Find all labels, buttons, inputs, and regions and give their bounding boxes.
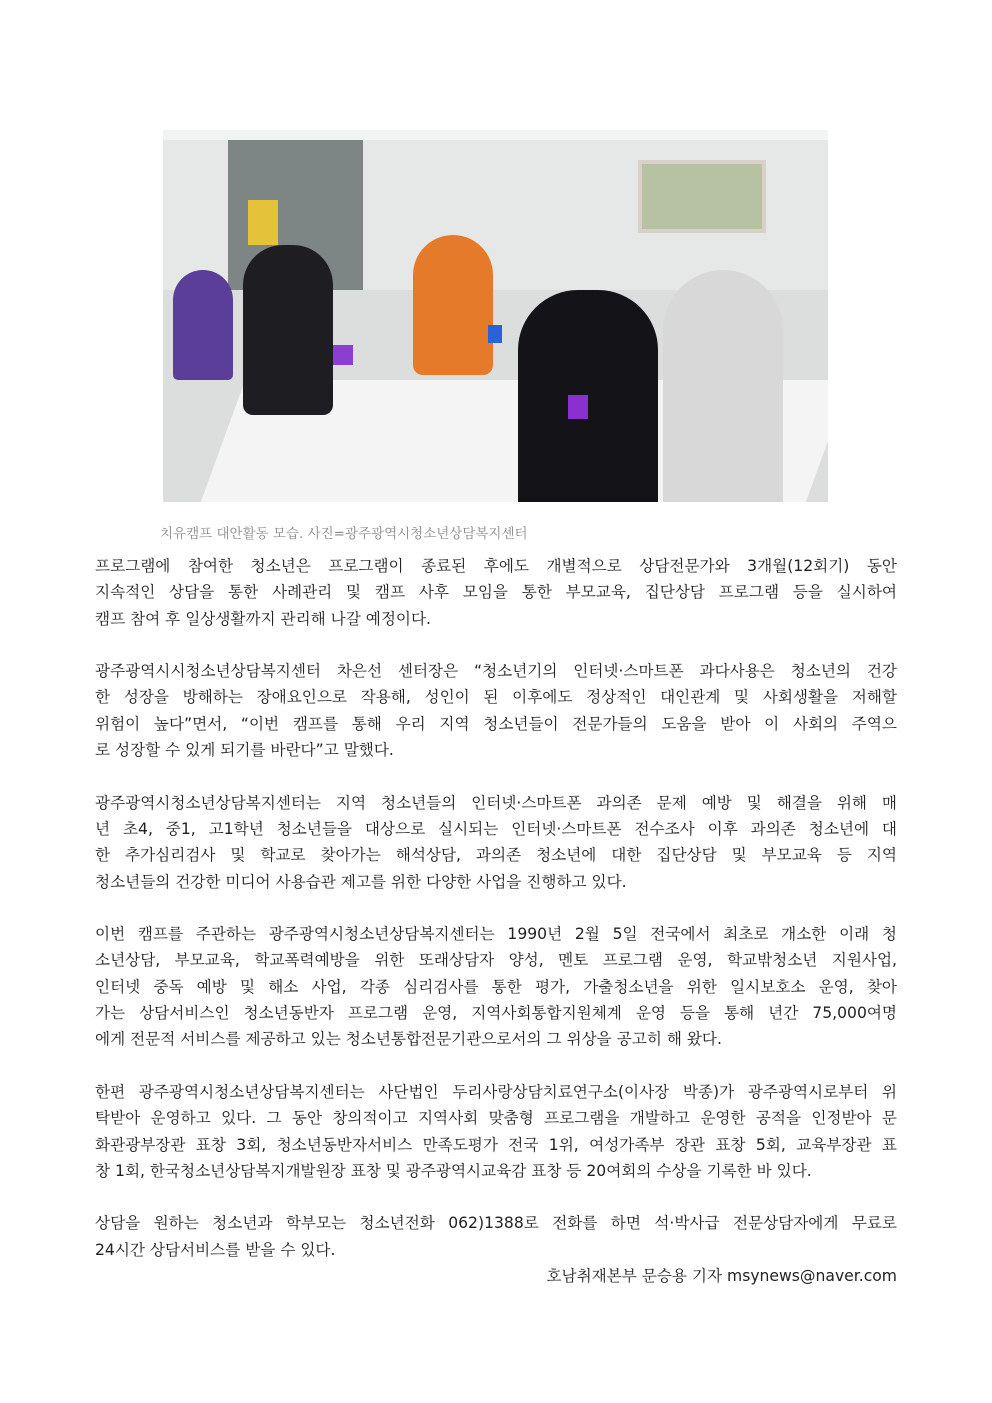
paragraph-line: 24시간 상담서비스를 받을 수 있다.: [95, 1240, 336, 1259]
paragraph-line: 이번 캠프를 주관하는 광주광역시청소년상담복지센터는 1990년 2월 5일 전국에서 최초로 개소한 이래 청: [95, 925, 897, 944]
article-paragraph: [95, 1210, 897, 1263]
paragraph-line: 광주광역시시청소년상담복지센터 차은선 센터장은 “청소년기의 인터넷·스마트폰 과다사용은 청소년의 건강: [95, 662, 897, 681]
photo-caption: 치유캠프 대안활동 모습. 사진=광주광역시청소년상담복지센터: [160, 526, 528, 542]
article-body: [95, 553, 897, 1289]
paragraph-line: 광주광역시청소년상담복지센터는 지역 청소년들의 인터넷·스마트폰 과의존 문제 예방 및 해결을 위해 매: [95, 793, 897, 812]
article-paragraph: [95, 921, 897, 1052]
article-paragraph: [95, 1079, 897, 1184]
paragraph-line: 년 초4, 중1, 고1학년 청소년들을 대상으로 실시되는 인터넷·스마트폰 전수조사 이후 과의존 청소년에 대: [95, 819, 897, 838]
paragraph-line: 청소년들의 건강한 미디어 사용습관 제고를 위한 다양한 사업을 진행하고 있다.: [95, 872, 627, 891]
paragraph-line: 한편 광주광역시청소년상담복지센터는 사단법인 두리사랑상담치료연구소(이사장 박종)가 광주광역시로부터 위: [95, 1082, 897, 1101]
article-paragraph: [95, 553, 897, 632]
byline: 호남취재본부 문승용 기자 msynews@naver.com: [546, 1267, 897, 1285]
paragraph-line: 화관광부장관 표창 3회, 청소년동반자서비스 만족도평가 전국 1위, 여성가족부 장관 표창 5회, 교육부장관 표: [95, 1135, 897, 1154]
article-paragraph: [95, 790, 897, 895]
article-paragraph: [95, 658, 897, 763]
paragraph-line: 탁받아 운영하고 있다. 그 동안 창의적이고 지역사회 맞춤형 프로그램을 개발하고 운영한 공적을 인정받아 문: [95, 1109, 897, 1128]
paragraph-line: 위험이 높다”면서, “이번 캠프를 통해 우리 지역 청소년들이 전문가들의 도움을 받아 이 사회의 주역으: [95, 714, 897, 733]
paragraph-line: 창 1회, 한국청소년상담복지개발원장 표창 및 광주광역시교육감 표창 등 20여회의 수상을 기록한 바 있다.: [95, 1161, 812, 1180]
article-photo: [163, 130, 828, 502]
paragraph-line: 로 성장할 수 있게 되기를 바란다”고 말했다.: [95, 741, 394, 760]
paragraph-line: 가는 상담서비스인 청소년동반자 프로그램 운영, 지역사회통합지원체계 운영 등을 통해 년간 75,000여명: [95, 1004, 897, 1023]
paragraph-line: 지속적인 상담을 통한 사례관리 및 캠프 사후 모임을 통한 부모교육, 집단상담 프로그램 등을 실시하여: [95, 583, 897, 602]
paragraph-line: 한 성장을 방해하는 장애요인으로 작용해, 성인이 된 이후에도 정상적인 대인관계 및 사회생활을 저해할: [95, 688, 897, 707]
paragraph-line: 상담을 원하는 청소년과 학부모는 청소년전화 062)1388로 전화를 하면 석·박사급 전문상담자에게 무료로: [95, 1214, 897, 1233]
paragraph-line: 소년상담, 부모교육, 학교폭력예방을 위한 또래상담자 양성, 멘토 프로그램 운영, 학교밖청소년 지원사업,: [95, 951, 897, 970]
paragraph-line: 에게 전문적 서비스를 제공하고 있는 청소년통합전문기관으로서의 그 위상을 공고히 해 왔다.: [95, 1030, 722, 1049]
paragraph-line: 인터넷 중독 예방 및 해소 사업, 각종 심리검사를 통한 평가, 가출청소년을 위한 일시보호소 운영, 찾아: [95, 977, 897, 996]
paragraph-line: 한 추가심리검사 및 학교로 찾아가는 해석상담, 과의존 청소년에 대한 집단상담 및 부모교육 등 지역: [95, 846, 897, 865]
paragraph-line: 캠프 참여 후 일상생활까지 관리해 나갈 예정이다.: [95, 609, 431, 628]
paragraph-line: 프로그램에 참여한 청소년은 프로그램이 종료된 후에도 개별적으로 상담전문가와 3개월(12회기) 동안: [95, 557, 897, 575]
